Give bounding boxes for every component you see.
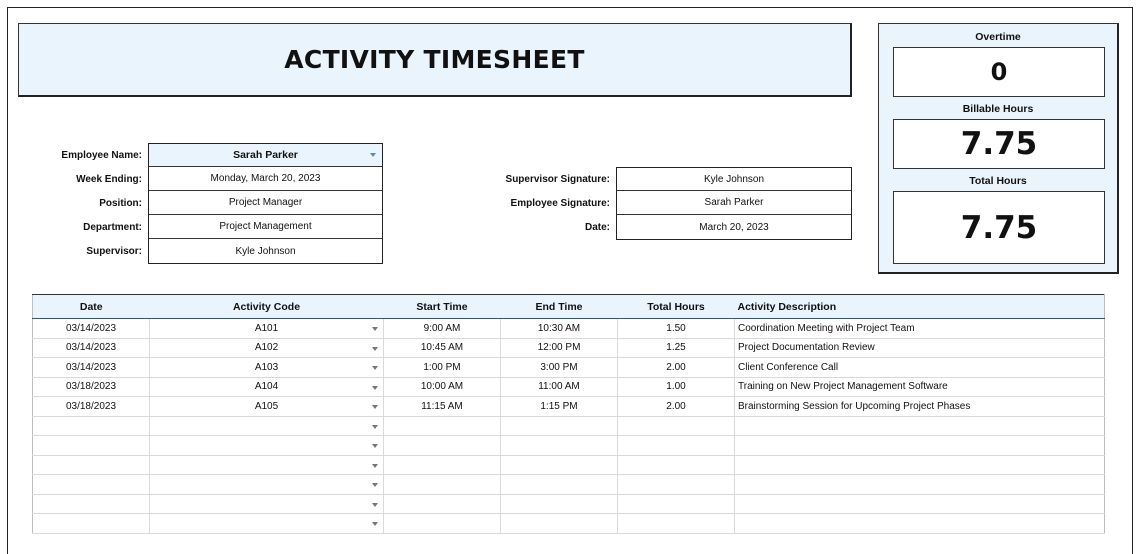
chevron-down-icon[interactable] <box>372 386 378 390</box>
position-field[interactable]: Project Manager <box>148 191 383 215</box>
activity-code-value: A105 <box>254 400 279 412</box>
cell-date[interactable] <box>33 436 150 456</box>
cell-end-time[interactable]: 3:00 PM <box>501 358 618 378</box>
table-row <box>33 455 1105 475</box>
cell-activity-description[interactable]: Client Conference Call <box>735 358 1105 378</box>
chevron-down-icon[interactable] <box>370 153 376 157</box>
signature-date-label: Date: <box>584 222 610 233</box>
cell-activity-code[interactable] <box>150 475 384 495</box>
cell-date[interactable] <box>33 416 150 436</box>
cell-activity-description[interactable]: Project Documentation Review <box>735 338 1105 358</box>
chevron-down-icon[interactable] <box>372 425 378 429</box>
employee-name-field[interactable] <box>148 143 383 167</box>
table-row <box>33 514 1105 534</box>
activity-code-value: A104 <box>254 381 279 393</box>
cell-total-hours[interactable]: 1.00 <box>618 377 735 397</box>
chevron-down-icon[interactable] <box>372 366 378 370</box>
chevron-down-icon[interactable] <box>372 405 378 409</box>
chevron-down-icon[interactable] <box>372 327 378 331</box>
cell-end-time[interactable] <box>501 416 618 436</box>
cell-total-hours[interactable] <box>618 436 735 456</box>
table-row <box>33 397 1105 417</box>
cell-total-hours[interactable] <box>618 475 735 495</box>
cell-end-time[interactable] <box>501 475 618 495</box>
cell-activity-code[interactable] <box>150 416 384 436</box>
cell-activity-code[interactable] <box>150 319 384 339</box>
cell-activity-description[interactable] <box>735 494 1105 514</box>
activity-table <box>32 294 1105 534</box>
cell-activity-description[interactable] <box>735 436 1105 456</box>
cell-total-hours[interactable]: 2.00 <box>618 397 735 417</box>
table-row <box>33 436 1105 456</box>
cell-activity-code[interactable] <box>150 455 384 475</box>
header-activity-code: Activity Code <box>150 295 384 319</box>
header-total-hours: Total Hours <box>618 295 735 319</box>
activity-code-value: A103 <box>254 361 279 373</box>
cell-end-time[interactable]: 10:30 AM <box>501 319 618 339</box>
cell-end-time[interactable]: 11:00 AM <box>501 377 618 397</box>
cell-end-time[interactable] <box>501 455 618 475</box>
cell-date[interactable] <box>33 494 150 514</box>
department-field[interactable]: Project Management <box>148 215 383 239</box>
cell-date[interactable] <box>33 455 150 475</box>
cell-activity-description[interactable]: Brainstorming Session for Upcoming Project Phases <box>735 397 1105 417</box>
header-end-time: End Time <box>501 295 618 319</box>
employee-signature-field[interactable]: Sarah Parker <box>616 191 852 215</box>
cell-total-hours[interactable] <box>618 455 735 475</box>
cell-date[interactable]: 03/14/2023 <box>33 319 150 339</box>
cell-activity-code[interactable] <box>150 494 384 514</box>
overtime-label: Overtime <box>975 31 1021 43</box>
supervisor-label: Supervisor: <box>86 246 142 257</box>
cell-end-time[interactable] <box>501 494 618 514</box>
cell-end-time[interactable] <box>501 436 618 456</box>
chevron-down-icon[interactable] <box>372 464 378 468</box>
department-label: Department: <box>83 222 142 233</box>
chevron-down-icon[interactable] <box>372 483 378 487</box>
cell-total-hours[interactable]: 1.50 <box>618 319 735 339</box>
chevron-down-icon[interactable] <box>372 522 378 526</box>
table-row <box>33 377 1105 397</box>
cell-start-time[interactable]: 9:00 AM <box>384 319 501 339</box>
cell-activity-description[interactable] <box>735 455 1105 475</box>
week-ending-field[interactable]: Monday, March 20, 2023 <box>148 167 383 191</box>
table-row <box>33 416 1105 436</box>
cell-start-time[interactable]: 1:00 PM <box>384 358 501 378</box>
cell-start-time[interactable] <box>384 455 501 475</box>
cell-date[interactable]: 03/14/2023 <box>33 358 150 378</box>
cell-total-hours[interactable] <box>618 494 735 514</box>
cell-total-hours[interactable] <box>618 514 735 534</box>
cell-activity-code[interactable] <box>150 514 384 534</box>
cell-activity-description[interactable]: Training on New Project Management Software <box>735 377 1105 397</box>
cell-start-time[interactable] <box>384 475 501 495</box>
cell-start-time[interactable]: 11:15 AM <box>384 397 501 417</box>
cell-total-hours[interactable]: 1.25 <box>618 338 735 358</box>
billable-hours-value[interactable]: 7.75 <box>893 119 1105 169</box>
table-row <box>33 494 1105 514</box>
cell-start-time[interactable] <box>384 514 501 534</box>
cell-activity-code[interactable] <box>150 377 384 397</box>
employee-name-label: Employee Name: <box>61 150 142 161</box>
employee-name-value: Sarah Parker <box>233 149 298 161</box>
cell-activity-code[interactable] <box>150 358 384 378</box>
table-row <box>33 475 1105 495</box>
billable-hours-label: Billable Hours <box>962 103 1034 115</box>
overtime-value[interactable]: 0 <box>893 47 1105 97</box>
cell-start-time[interactable] <box>384 436 501 456</box>
header-date: Date <box>33 295 150 319</box>
chevron-down-icon[interactable] <box>372 503 378 507</box>
title-banner <box>18 23 852 97</box>
activity-code-value: A102 <box>254 342 279 354</box>
chevron-down-icon[interactable] <box>372 444 378 448</box>
cell-start-time[interactable] <box>384 494 501 514</box>
table-header-row <box>33 295 1105 319</box>
cell-total-hours[interactable]: 2.00 <box>618 358 735 378</box>
signature-date-field[interactable]: March 20, 2023 <box>616 215 852 240</box>
header-start-time: Start Time <box>384 295 501 319</box>
cell-date[interactable]: 03/14/2023 <box>33 338 150 358</box>
cell-activity-code[interactable] <box>150 338 384 358</box>
cell-date[interactable]: 03/18/2023 <box>33 377 150 397</box>
supervisor-signature-label: Supervisor Signature: <box>505 174 610 185</box>
cell-date[interactable] <box>33 514 150 534</box>
header-activity-description: Activity Description <box>735 295 1105 319</box>
cell-date[interactable]: 03/18/2023 <box>33 397 150 417</box>
cell-activity-description[interactable] <box>735 416 1105 436</box>
total-hours-value[interactable]: 7.75 <box>893 191 1105 264</box>
cell-end-time[interactable] <box>501 514 618 534</box>
cell-date[interactable] <box>33 475 150 495</box>
total-hours-label: Total Hours <box>969 175 1027 187</box>
cell-activity-description[interactable] <box>735 514 1105 534</box>
employee-signature-label: Employee Signature: <box>510 198 610 209</box>
page-title: ACTIVITY TIMESHEET <box>284 45 585 74</box>
cell-activity-description[interactable]: Coordination Meeting with Project Team <box>735 319 1105 339</box>
summary-panel <box>878 23 1119 274</box>
cell-total-hours[interactable] <box>618 416 735 436</box>
supervisor-signature-field[interactable]: Kyle Johnson <box>616 167 852 191</box>
table-row <box>33 319 1105 339</box>
table-row <box>33 358 1105 378</box>
table-row <box>33 338 1105 358</box>
week-ending-label: Week Ending: <box>76 174 142 185</box>
position-label: Position: <box>99 198 142 209</box>
supervisor-field[interactable]: Kyle Johnson <box>148 239 383 264</box>
cell-start-time[interactable]: 10:00 AM <box>384 377 501 397</box>
activity-code-value: A101 <box>254 322 279 334</box>
cell-activity-code[interactable] <box>150 397 384 417</box>
chevron-down-icon[interactable] <box>372 347 378 351</box>
cell-start-time[interactable] <box>384 416 501 436</box>
cell-end-time[interactable]: 12:00 PM <box>501 338 618 358</box>
cell-activity-code[interactable] <box>150 436 384 456</box>
cell-start-time[interactable]: 10:45 AM <box>384 338 501 358</box>
cell-activity-description[interactable] <box>735 475 1105 495</box>
cell-end-time[interactable]: 1:15 PM <box>501 397 618 417</box>
